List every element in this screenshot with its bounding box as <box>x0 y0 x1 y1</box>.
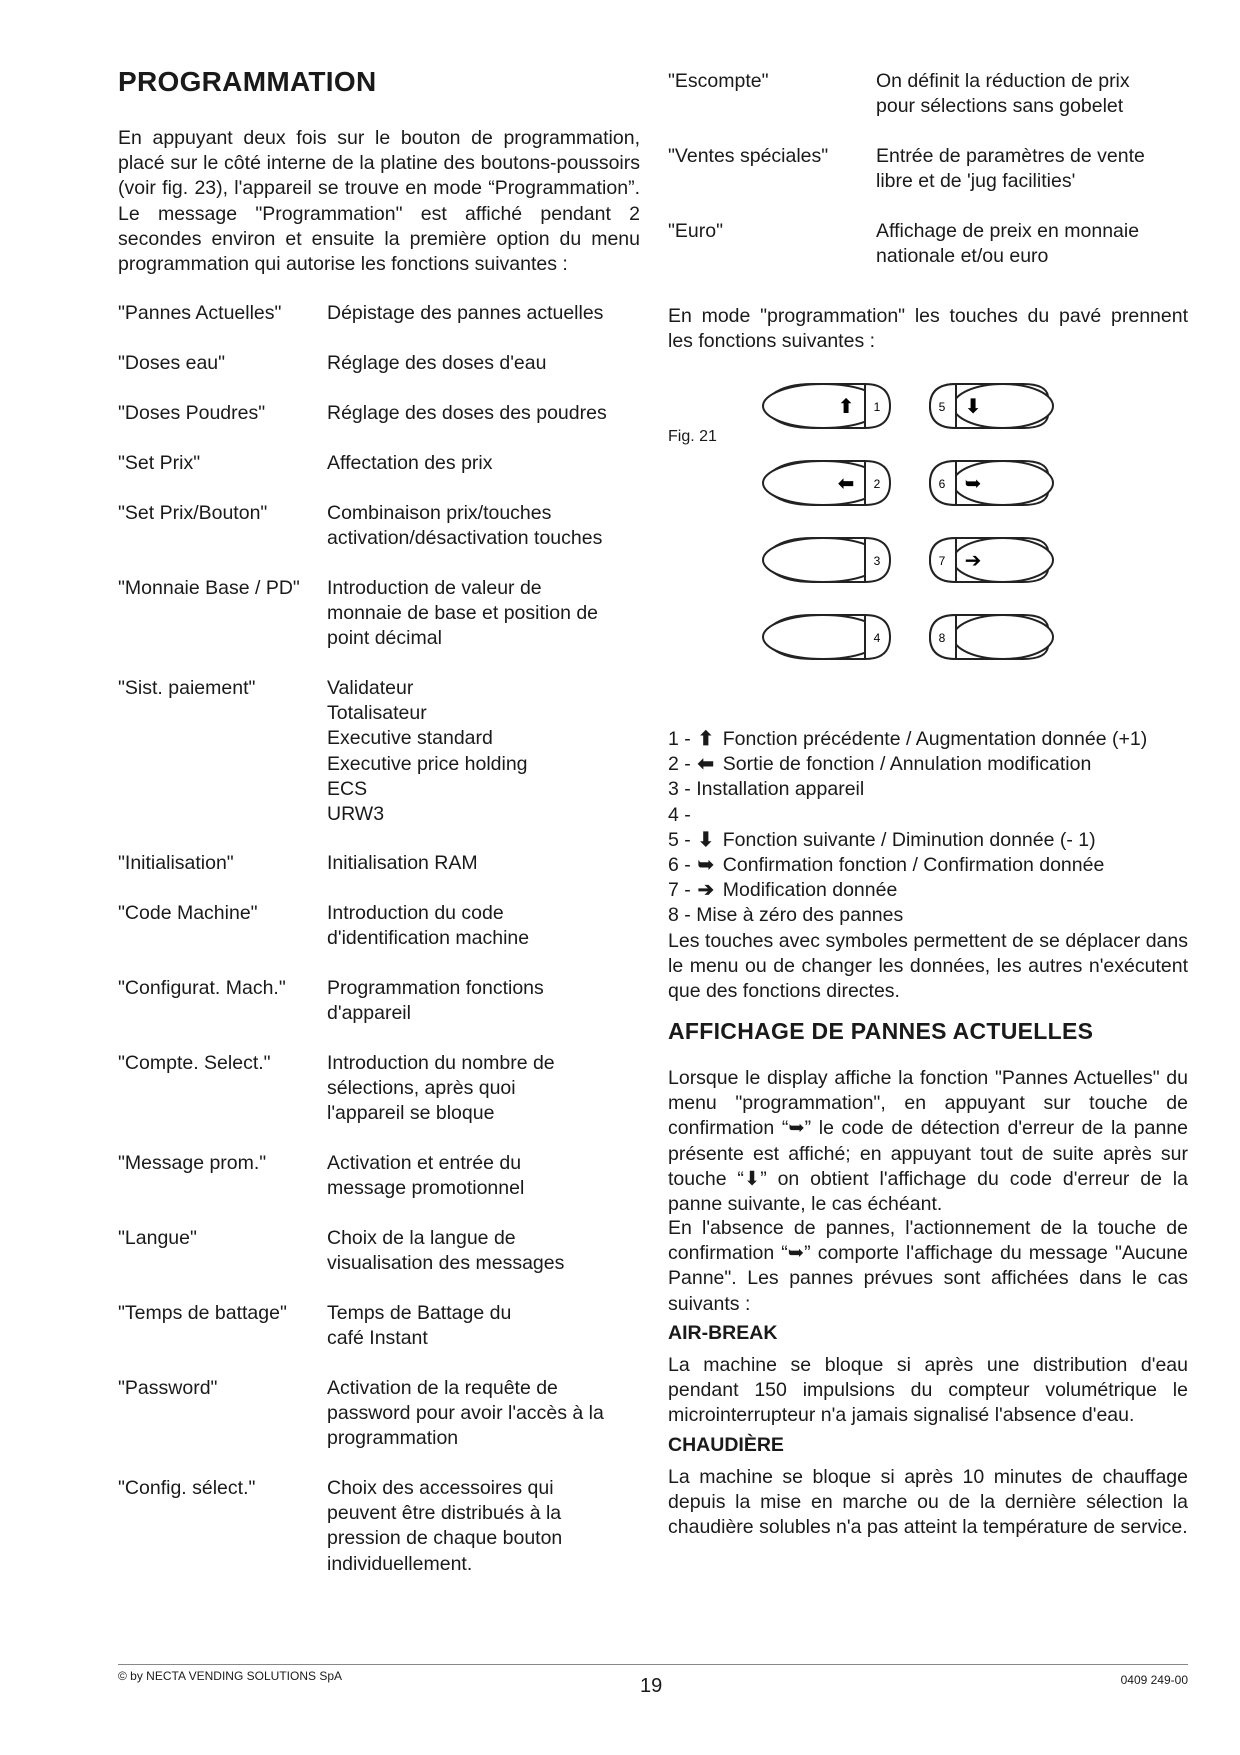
key-function-line <box>668 878 1188 903</box>
key-function-line <box>668 727 1188 752</box>
menu-option-key: "Euro" <box>668 220 724 242</box>
keypad-button-left <box>763 615 890 659</box>
menu-option-key: "Initialisation" <box>118 852 234 874</box>
menu-option-description: Activation de la requête de password pour avoir l'accès à la programmation <box>327 1377 604 1450</box>
menu-option-key: "Sist. paiement" <box>118 677 256 699</box>
mode-paragraph: En mode "programmation" les touches du pavé prennent les fonctions suivantes : <box>668 305 1188 353</box>
key-function-line <box>668 828 1188 853</box>
key-function-text: Modification donnée <box>722 879 898 902</box>
key-number: 6 - <box>668 853 691 876</box>
keypad-button-right <box>930 384 1053 428</box>
key-function-line <box>668 752 1188 777</box>
menu-option-key: "Set Prix/Bouton" <box>118 502 268 524</box>
section-title: AFFICHAGE DE PANNES ACTUELLES <box>668 1018 1094 1044</box>
keypad-button-right <box>930 615 1053 659</box>
menu-option-description: Introduction de valeur de monnaie de base et position de point décimal <box>327 577 599 650</box>
menu-option-description: Programmation fonctions d'appareil <box>327 977 544 1025</box>
key-number: 4 - <box>668 803 691 826</box>
key-function-text: Confirmation fonction / Confirmation donnée <box>722 853 1105 876</box>
key-function-line <box>668 903 1188 928</box>
chaudiere-heading: CHAUDIÈRE <box>668 1434 784 1456</box>
key-arrow-icon: ⬇ <box>697 828 714 851</box>
page-number: 19 <box>640 1675 663 1697</box>
keys-note: Les touches avec symboles permettent de se déplacer dans le menu ou de changer les données, les autres n'exécutent que des fonctions directes. <box>668 930 1188 1003</box>
key-number: 8 - <box>668 904 691 927</box>
key-number: 2 - <box>668 753 691 776</box>
key-function-text: Mise à zéro des pannes <box>696 904 904 927</box>
menu-option-key: "Set Prix" <box>118 452 201 474</box>
menu-option-description: Temps de Battage du café Instant <box>327 1302 512 1350</box>
keypad-key-number: 2 <box>873 477 881 491</box>
air-break-paragraph: La machine se bloque si après une distribution d'eau pendant 150 impulsions du compteur volumétrique le microinterrupteur n'a jamais signalisé l'absence d'eau. <box>668 1354 1188 1427</box>
keypad-figure <box>668 378 1188 668</box>
document-code: 0409 249-00 <box>1120 1673 1188 1687</box>
keypad-button-right <box>930 538 1053 582</box>
menu-option-description: Dépistage des pannes actuelles <box>327 302 604 324</box>
key-function-text: Fonction précédente / Augmentation donnée (+1) <box>722 728 1148 750</box>
key-number: 3 - <box>668 778 691 801</box>
key-function-line <box>668 777 1188 802</box>
menu-option-key: "Escompte" <box>668 70 769 92</box>
key-number: 1 - <box>668 728 691 750</box>
menu-option-key: "Doses eau" <box>118 352 226 374</box>
keypad-button-right <box>930 461 1053 505</box>
menu-option-key: "Configurat. Mach." <box>118 977 286 999</box>
keypad-button-left <box>763 461 890 505</box>
keypad-arrow-icon: ➔ <box>964 548 982 572</box>
menu-option-description: Choix des accessoires qui peuvent être distribués à la pression de chaque bouton individuellement. <box>327 1477 563 1575</box>
keypad-button-left <box>763 538 890 582</box>
figure-label: Fig. 21 <box>668 428 717 445</box>
key-number: 7 - <box>668 879 691 902</box>
keypad-key-number: 6 <box>938 477 946 491</box>
keypad-key-number: 4 <box>873 631 881 645</box>
key-arrow-icon: ⬆ <box>697 728 714 750</box>
keypad-key-number: 1 <box>873 400 881 414</box>
keypad-arrow-icon: ➥ <box>964 471 982 495</box>
key-function-text: Installation appareil <box>696 778 865 801</box>
menu-option-description: Choix de la langue de visualisation des messages <box>327 1227 565 1275</box>
menu-option-key: "Password" <box>118 1377 218 1399</box>
menu-option-description: Affectation des prix <box>327 452 493 474</box>
menu-option-description: Réglage des doses des poudres <box>327 402 607 424</box>
menu-option-key: "Config. sélect." <box>118 1477 256 1499</box>
key-function-list <box>668 727 1188 929</box>
footer-copyright: © by NECTA VENDING SOLUTIONS SpA <box>118 1669 343 1683</box>
menu-option-key: "Doses Poudres" <box>118 402 266 424</box>
keypad-key-number: 7 <box>938 554 946 568</box>
menu-option-key: "Pannes Actuelles" <box>118 302 282 324</box>
menu-option-description: Affichage de preix en monnaie nationale et/ou euro <box>876 220 1140 268</box>
menu-option-description: Activation et entrée du message promotionnel <box>327 1152 525 1200</box>
menu-option-key: "Monnaie Base / PD" <box>118 577 300 599</box>
key-arrow-icon: ➔ <box>697 879 714 902</box>
menu-option-key: "Temps de battage" <box>118 1302 287 1324</box>
menu-option-description: Introduction du nombre de sélections, après quoi l'appareil se bloque <box>327 1052 555 1125</box>
menu-option-description: Combinaison prix/touches activation/désactivation touches <box>327 502 603 550</box>
keypad-button-left <box>763 384 890 428</box>
intro-paragraph: En appuyant deux fois sur le bouton de programmation, placé sur le côté interne de la platine des boutons-poussoirs (voir fig. 23), l'appareil se trouve en mode “Programmation”. Le message "Programmation" est affiché pendant 2 secondes environ et ensuite la première option du menu programmation qui autorise les fonctions suivantes : <box>118 127 640 276</box>
menu-option-key: "Code Machine" <box>118 902 258 924</box>
menu-option-description: Initialisation RAM <box>327 852 478 874</box>
key-function-text: Fonction suivante / Diminution donnée (- 1) <box>722 828 1096 851</box>
menu-option-key: "Message prom." <box>118 1152 267 1174</box>
keypad-arrow-icon: ⬆ <box>837 394 855 418</box>
keypad-key-number: 3 <box>873 554 881 568</box>
menu-option-description: On définit la réduction de prix pour sélections sans gobelet <box>876 70 1130 118</box>
key-function-text: Sortie de fonction / Annulation modification <box>722 753 1092 776</box>
keypad-key-number: 5 <box>938 400 946 414</box>
menu-option-key: "Compte. Select." <box>118 1052 271 1074</box>
key-number: 5 - <box>668 828 691 851</box>
menu-option-key: "Langue" <box>118 1227 197 1249</box>
key-function-line <box>668 803 1188 828</box>
menu-option-description: Introduction du code d'identification machine <box>327 902 530 950</box>
section-paragraph-1: Lorsque le display affiche la fonction "Pannes Actuelles" du menu "programmation", en appuyant sur touche de confirmation “➥” le code de détection d'erreur de la panne présente est affiché; en appuyant tout de suite après sur touche “⬇” on obtient l'affichage du code d'erreur de la panne suivante, le cas échéant. <box>668 1067 1188 1216</box>
menu-option-description: Validateur Totalisateur Executive standard Executive price holding ECS URW3 <box>327 677 528 826</box>
menu-option-key: "Ventes spéciales" <box>668 145 829 167</box>
key-arrow-icon: ➥ <box>697 853 714 876</box>
key-arrow-icon: ⬅ <box>697 753 714 776</box>
menu-option-description: Entrée de paramètres de vente libre et de 'jug facilities' <box>876 145 1145 193</box>
section-paragraph-2: En l'absence de pannes, l'actionnement de la touche de confirmation “➥” comporte l'affichage du message "Aucune Panne". Les pannes prévues sont affichées dans le cas suivants : <box>668 1217 1188 1315</box>
footer-divider <box>118 1664 1188 1665</box>
keypad-arrow-icon: ⬅ <box>837 471 855 495</box>
keypad-arrow-icon: ⬇ <box>964 394 982 418</box>
keypad-key-number: 8 <box>938 631 946 645</box>
chaudiere-paragraph: La machine se bloque si après 10 minutes de chauffage depuis la mise en marche ou de la dernière sélection la chaudière solubles n'a pas atteint la température de service. <box>668 1466 1188 1539</box>
menu-option-description: Réglage des doses d'eau <box>327 352 547 374</box>
air-break-heading: AIR-BREAK <box>668 1322 778 1344</box>
key-function-line <box>668 853 1188 878</box>
page-title: PROGRAMMATION <box>118 66 377 97</box>
